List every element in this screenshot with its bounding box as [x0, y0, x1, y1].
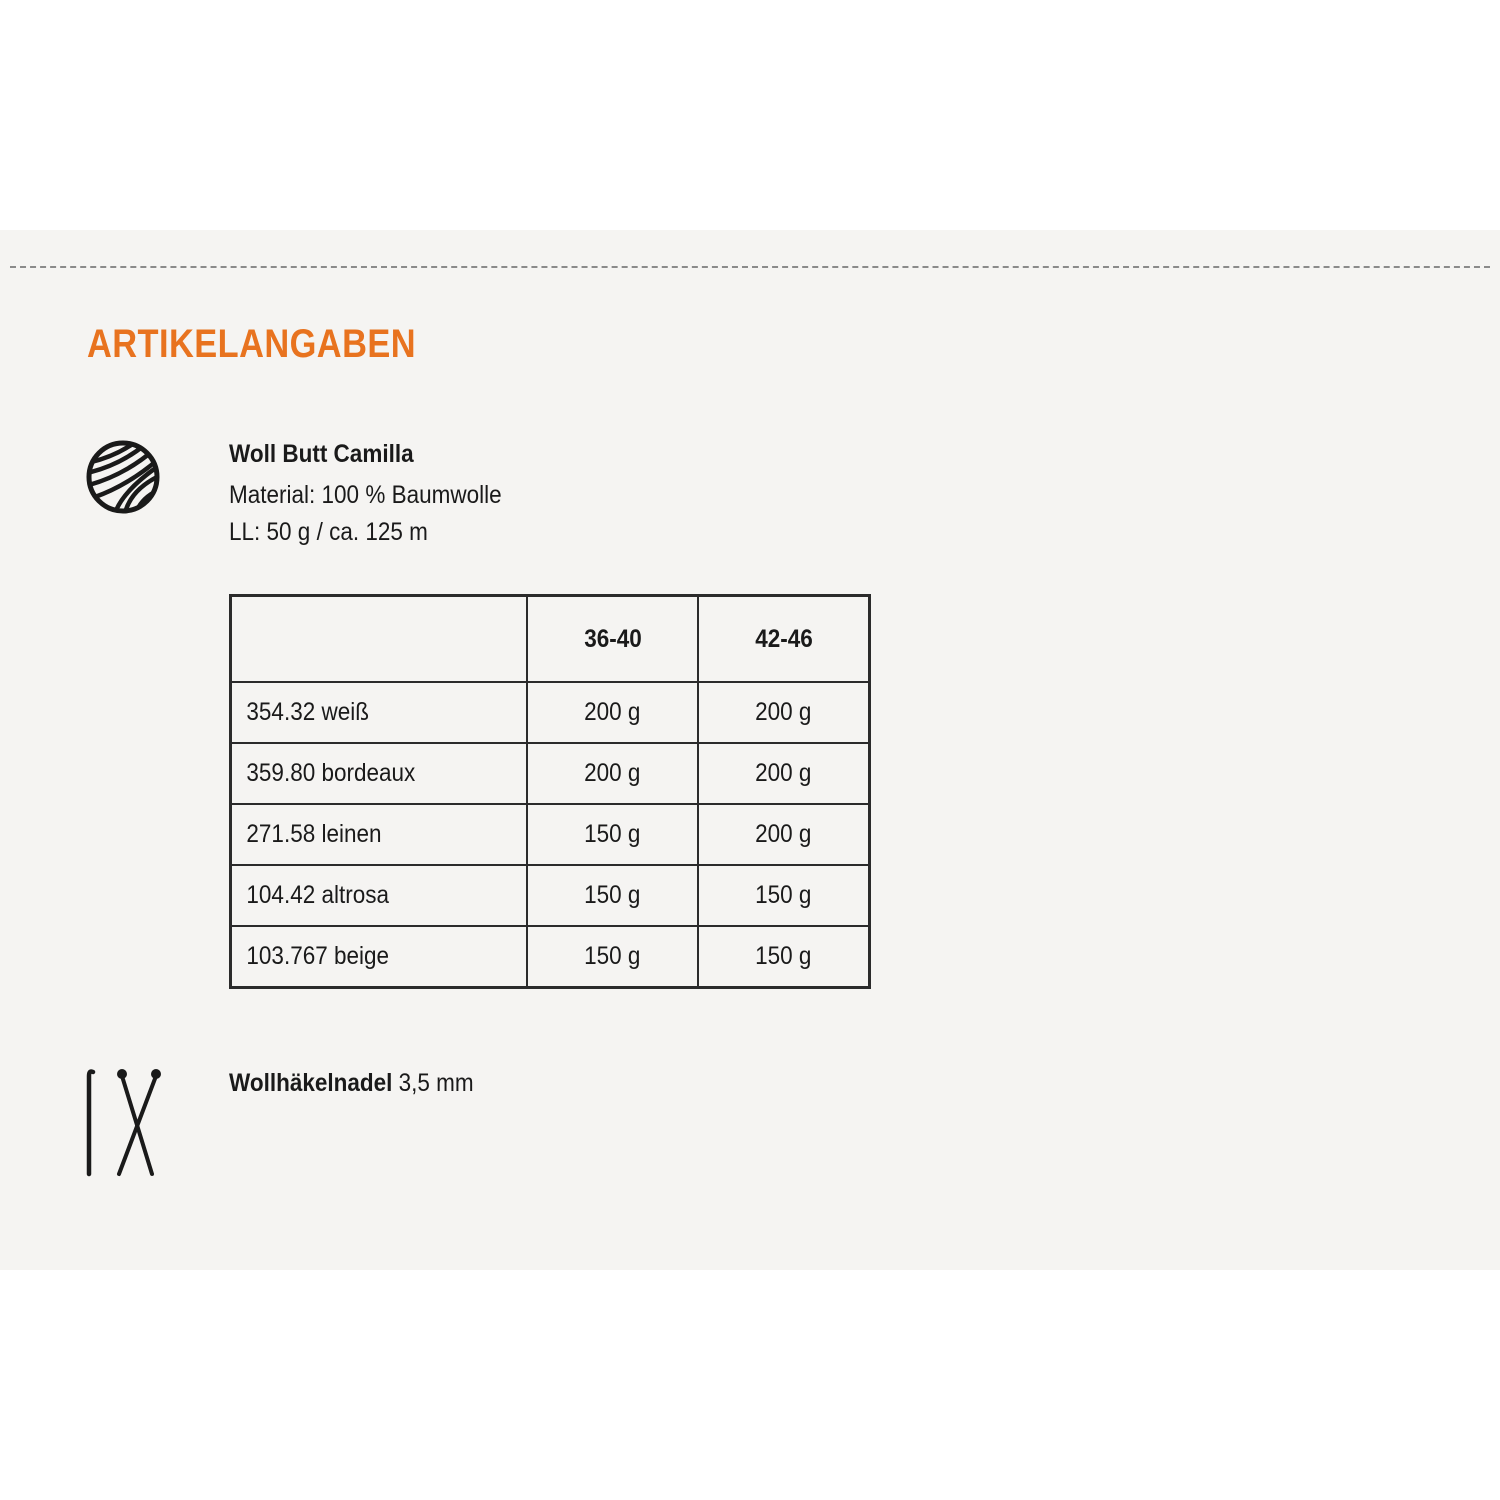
- table-header-row: [231, 596, 870, 683]
- amount-cell: 200 g: [698, 804, 870, 865]
- header-cell-size-36-40: 36-40: [527, 596, 698, 683]
- yarn-ball-icon: [85, 439, 161, 515]
- color-cell: 354.32 weiß: [231, 682, 528, 743]
- color-cell: 359.80 bordeaux: [231, 743, 528, 804]
- amount-cell: 150 g: [527, 926, 698, 988]
- amount-cell: 150 g: [698, 926, 870, 988]
- header-cell-size-42-46: 42-46: [698, 596, 870, 683]
- crochet-hook-info: [229, 1066, 474, 1100]
- cut-line-divider: [10, 266, 1490, 268]
- amount-cell: 200 g: [527, 682, 698, 743]
- section-heading: ARTIKELANGABEN: [87, 322, 416, 366]
- amount-cell: 150 g: [527, 865, 698, 926]
- yarn-name: Woll Butt Camilla: [229, 440, 414, 468]
- table-row: [231, 743, 870, 804]
- amount-cell: 150 g: [527, 804, 698, 865]
- color-cell: 271.58 leinen: [231, 804, 528, 865]
- article-info-panel: [0, 230, 1500, 1270]
- header-cell-color: [231, 596, 528, 683]
- hook-name: Wollhäkelnadel: [229, 1069, 393, 1097]
- table-row: [231, 804, 870, 865]
- amount-cell: 200 g: [698, 743, 870, 804]
- yarn-material: Material: 100 % Baumwolle: [229, 481, 502, 509]
- yarn-length: LL: 50 g / ca. 125 m: [229, 518, 428, 546]
- table-row: [231, 682, 870, 743]
- table-row: [231, 865, 870, 926]
- color-cell: 104.42 altrosa: [231, 865, 528, 926]
- yarn-requirements-table: [229, 594, 871, 989]
- amount-cell: 200 g: [698, 682, 870, 743]
- crochet-hook-and-needles-icon: [82, 1066, 164, 1178]
- hook-size: 3,5 mm: [392, 1069, 474, 1097]
- yarn-details: [229, 436, 502, 551]
- amount-cell: 200 g: [527, 743, 698, 804]
- amount-cell: 150 g: [698, 865, 870, 926]
- table-row: [231, 926, 870, 988]
- color-cell: 103.767 beige: [231, 926, 528, 988]
